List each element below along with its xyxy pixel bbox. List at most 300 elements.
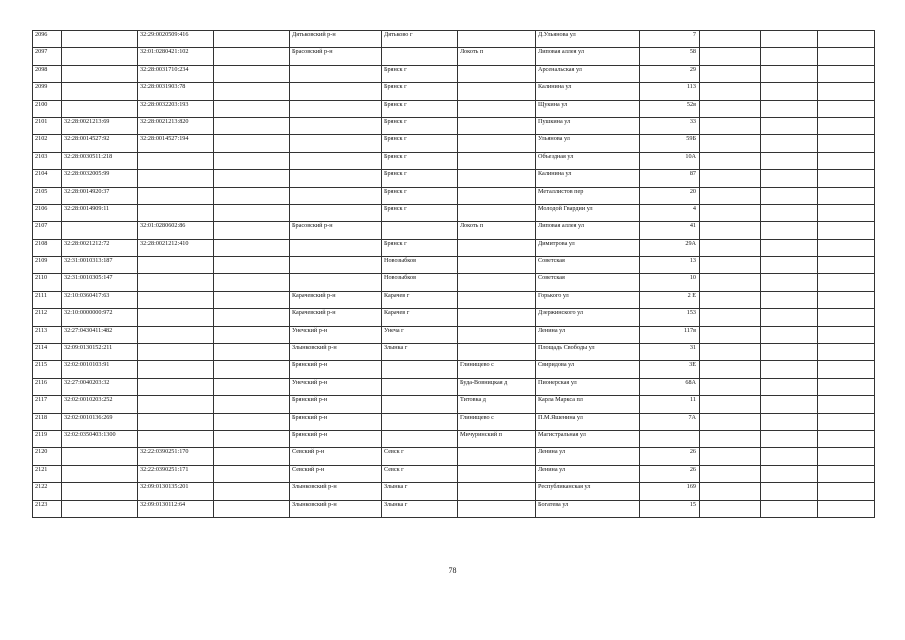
cell-extra-col-3 — [818, 65, 875, 82]
cell-extra-col-3 — [818, 222, 875, 239]
cell-cadastral-number-a — [62, 222, 138, 239]
cell-cadastral-number-b — [138, 187, 214, 204]
cell-extra-col-3 — [818, 170, 875, 187]
cell-house-number: 68А — [640, 378, 700, 395]
cell-extra-col-1 — [700, 448, 761, 465]
cell-extra-col-3 — [818, 413, 875, 430]
cell-cadastral-number-b: 32:01:0280602:86 — [138, 222, 214, 239]
cell-row-number: 2119 — [33, 430, 62, 447]
cell-settlement: Буда-Вовницкая д — [458, 378, 536, 395]
cell-extra-col-2 — [761, 83, 818, 100]
cell-cadastral-number-b — [138, 396, 214, 413]
cell-city: Брянск г — [382, 135, 458, 152]
cell-extra-col-3 — [818, 344, 875, 361]
cell-extra-col-2 — [761, 361, 818, 378]
cell-row-number: 2121 — [33, 465, 62, 482]
cell-city: Брянск г — [382, 204, 458, 221]
cell-blank-col — [214, 48, 290, 65]
cell-district — [290, 65, 382, 82]
cell-cadastral-number-b — [138, 204, 214, 221]
cell-extra-col-2 — [761, 413, 818, 430]
cell-cadastral-number-a: 32:31:0010305:147 — [62, 274, 138, 291]
cell-cadastral-number-b — [138, 344, 214, 361]
cell-city — [382, 430, 458, 447]
cell-extra-col-2 — [761, 326, 818, 343]
cell-settlement: Глинищево с — [458, 413, 536, 430]
cell-extra-col-3 — [818, 465, 875, 482]
cell-street: Карла Маркса пл — [536, 396, 640, 413]
cell-city: Севск г — [382, 448, 458, 465]
cell-blank-col — [214, 465, 290, 482]
table-row — [33, 448, 875, 465]
cell-extra-col-2 — [761, 204, 818, 221]
cell-extra-col-2 — [761, 31, 818, 48]
table-row — [33, 274, 875, 291]
cell-house-number: 169 — [640, 483, 700, 500]
table-row — [33, 83, 875, 100]
cell-extra-col-2 — [761, 117, 818, 134]
table-row — [33, 361, 875, 378]
cell-street: Щукина ул — [536, 100, 640, 117]
cell-settlement — [458, 448, 536, 465]
cell-district — [290, 83, 382, 100]
cell-house-number: 117в — [640, 326, 700, 343]
cell-cadastral-number-b — [138, 309, 214, 326]
cell-street: Ленина ул — [536, 448, 640, 465]
table-row — [33, 309, 875, 326]
cell-cadastral-number-b — [138, 378, 214, 395]
cell-settlement — [458, 257, 536, 274]
cell-extra-col-2 — [761, 48, 818, 65]
cell-extra-col-1 — [700, 344, 761, 361]
cell-house-number: 58 — [640, 48, 700, 65]
cell-blank-col — [214, 83, 290, 100]
cell-city: Злынка г — [382, 483, 458, 500]
cell-blank-col — [214, 152, 290, 169]
cell-row-number: 2108 — [33, 239, 62, 256]
cell-extra-col-2 — [761, 100, 818, 117]
cell-street: Калинина ул — [536, 83, 640, 100]
cell-extra-col-1 — [700, 31, 761, 48]
cell-extra-col-1 — [700, 465, 761, 482]
cell-cadastral-number-a — [62, 483, 138, 500]
cell-row-number: 2105 — [33, 187, 62, 204]
cell-cadastral-number-a: 32:28:0014527:92 — [62, 135, 138, 152]
cell-row-number: 2104 — [33, 170, 62, 187]
cell-settlement — [458, 152, 536, 169]
table-row — [33, 48, 875, 65]
cell-extra-col-2 — [761, 187, 818, 204]
cell-settlement: Локоть п — [458, 48, 536, 65]
cell-cadastral-number-b — [138, 361, 214, 378]
cell-extra-col-1 — [700, 204, 761, 221]
table-row — [33, 187, 875, 204]
cell-city — [382, 48, 458, 65]
cell-street: Димитрова ул — [536, 239, 640, 256]
cell-district: Злынковский р-н — [290, 500, 382, 517]
cell-cadastral-number-b — [138, 152, 214, 169]
cell-district: Злынковский р-н — [290, 483, 382, 500]
cell-district: Севский р-н — [290, 465, 382, 482]
cell-extra-col-3 — [818, 361, 875, 378]
cell-extra-col-3 — [818, 239, 875, 256]
cell-city: Брянск г — [382, 100, 458, 117]
cell-house-number: 13 — [640, 257, 700, 274]
cell-extra-col-1 — [700, 430, 761, 447]
cell-extra-col-3 — [818, 274, 875, 291]
cell-row-number: 2117 — [33, 396, 62, 413]
cell-street: Площадь Свободы ул — [536, 344, 640, 361]
table-row — [33, 204, 875, 221]
cell-cadastral-number-a: 32:28:0014920:37 — [62, 187, 138, 204]
cell-blank-col — [214, 361, 290, 378]
cell-street: Горького ул — [536, 291, 640, 308]
cell-street: Металлистов пер — [536, 187, 640, 204]
cell-city: Севск г — [382, 465, 458, 482]
cell-house-number — [640, 430, 700, 447]
cell-city — [382, 396, 458, 413]
table-row — [33, 344, 875, 361]
table-row — [33, 291, 875, 308]
cell-row-number: 2112 — [33, 309, 62, 326]
cell-blank-col — [214, 326, 290, 343]
cell-settlement — [458, 465, 536, 482]
cell-cadastral-number-a: 32:02:0010203:252 — [62, 396, 138, 413]
cell-district: Брасовский р-н — [290, 222, 382, 239]
cell-row-number: 2100 — [33, 100, 62, 117]
cell-extra-col-3 — [818, 100, 875, 117]
cell-house-number: 10А — [640, 152, 700, 169]
cell-row-number: 2096 — [33, 31, 62, 48]
cell-blank-col — [214, 274, 290, 291]
cell-street: Пушкина ул — [536, 117, 640, 134]
cell-house-number: 4 — [640, 204, 700, 221]
cell-extra-col-3 — [818, 117, 875, 134]
cell-cadastral-number-b — [138, 257, 214, 274]
cell-city: Брянск г — [382, 187, 458, 204]
cell-street: Богатева ул — [536, 500, 640, 517]
cell-city: Брянск г — [382, 239, 458, 256]
cell-city — [382, 378, 458, 395]
cell-street: Магистральная ул — [536, 430, 640, 447]
cell-extra-col-2 — [761, 65, 818, 82]
cell-extra-col-3 — [818, 326, 875, 343]
cell-row-number: 2116 — [33, 378, 62, 395]
cell-house-number: 3Е — [640, 361, 700, 378]
cell-extra-col-3 — [818, 48, 875, 65]
cell-cadastral-number-b: 32:29:0020509:416 — [138, 31, 214, 48]
cell-extra-col-1 — [700, 152, 761, 169]
cell-extra-col-1 — [700, 413, 761, 430]
cell-house-number: 26 — [640, 448, 700, 465]
cell-district: Карачевский р-н — [290, 309, 382, 326]
cell-cadastral-number-b — [138, 430, 214, 447]
cell-extra-col-1 — [700, 48, 761, 65]
cell-cadastral-number-b: 32:09:0130135:201 — [138, 483, 214, 500]
cell-house-number: 41 — [640, 222, 700, 239]
cell-street: Дзержинского ул — [536, 309, 640, 326]
cell-cadastral-number-b: 32:28:0021212:410 — [138, 239, 214, 256]
cell-extra-col-2 — [761, 465, 818, 482]
table-row — [33, 378, 875, 395]
cell-settlement — [458, 239, 536, 256]
cell-city — [382, 222, 458, 239]
cell-city: Брянск г — [382, 170, 458, 187]
cell-district: Унечский р-н — [290, 378, 382, 395]
cell-settlement — [458, 309, 536, 326]
cell-settlement — [458, 100, 536, 117]
cell-city: Карачев г — [382, 309, 458, 326]
table-row — [33, 65, 875, 82]
cell-cadastral-number-b: 32:22:0390251:171 — [138, 465, 214, 482]
cell-cadastral-number-a — [62, 465, 138, 482]
cell-row-number: 2115 — [33, 361, 62, 378]
cell-extra-col-3 — [818, 187, 875, 204]
cell-extra-col-1 — [700, 378, 761, 395]
cell-settlement — [458, 274, 536, 291]
table-row — [33, 31, 875, 48]
cell-street: Д.Ульянова ул — [536, 31, 640, 48]
cell-city: Новозыбков — [382, 274, 458, 291]
cell-extra-col-2 — [761, 344, 818, 361]
cell-cadastral-number-a — [62, 48, 138, 65]
cell-extra-col-2 — [761, 274, 818, 291]
cell-extra-col-3 — [818, 291, 875, 308]
cell-cadastral-number-a: 32:02:0350403:1300 — [62, 430, 138, 447]
cell-settlement — [458, 65, 536, 82]
cell-city: Брянск г — [382, 117, 458, 134]
cell-blank-col — [214, 239, 290, 256]
cell-extra-col-3 — [818, 31, 875, 48]
cell-cadastral-number-b — [138, 413, 214, 430]
table-row — [33, 117, 875, 134]
cell-street: Республиканская ул — [536, 483, 640, 500]
cell-settlement: Локоть п — [458, 222, 536, 239]
cell-street: Липовая аллея ул — [536, 222, 640, 239]
cell-extra-col-3 — [818, 204, 875, 221]
cell-extra-col-1 — [700, 83, 761, 100]
table-row — [33, 413, 875, 430]
cell-cadastral-number-b: 32:28:0014527:194 — [138, 135, 214, 152]
cell-cadastral-number-a — [62, 500, 138, 517]
cell-settlement — [458, 187, 536, 204]
cell-extra-col-2 — [761, 152, 818, 169]
cell-settlement — [458, 117, 536, 134]
cell-row-number: 2122 — [33, 483, 62, 500]
cell-district: Дятьковский р-н — [290, 31, 382, 48]
cell-cadastral-number-a: 32:28:0032005:99 — [62, 170, 138, 187]
cell-extra-col-2 — [761, 135, 818, 152]
table-row — [33, 170, 875, 187]
cell-extra-col-1 — [700, 100, 761, 117]
cell-house-number: 29 — [640, 65, 700, 82]
cell-cadastral-number-a: 32:10:0000000:972 — [62, 309, 138, 326]
cell-row-number: 2103 — [33, 152, 62, 169]
cell-street: Объездная ул — [536, 152, 640, 169]
table-row — [33, 430, 875, 447]
cell-settlement — [458, 204, 536, 221]
cell-cadastral-number-b: 32:28:0032203:193 — [138, 100, 214, 117]
cell-extra-col-1 — [700, 274, 761, 291]
cell-cadastral-number-b: 32:01:0280421:102 — [138, 48, 214, 65]
cell-street: Свиридова ул — [536, 361, 640, 378]
cell-extra-col-1 — [700, 309, 761, 326]
cell-cadastral-number-b: 32:28:0031903:78 — [138, 83, 214, 100]
cell-settlement — [458, 326, 536, 343]
table-row — [33, 326, 875, 343]
cell-row-number: 2107 — [33, 222, 62, 239]
cell-cadastral-number-a: 32:10:0360417:63 — [62, 291, 138, 308]
cell-extra-col-2 — [761, 448, 818, 465]
cell-extra-col-2 — [761, 396, 818, 413]
cell-extra-col-1 — [700, 257, 761, 274]
cell-blank-col — [214, 378, 290, 395]
cell-extra-col-2 — [761, 222, 818, 239]
cell-blank-col — [214, 31, 290, 48]
cell-house-number: 29А — [640, 239, 700, 256]
cell-city: Новозыбков — [382, 257, 458, 274]
cell-extra-col-3 — [818, 257, 875, 274]
cell-extra-col-1 — [700, 170, 761, 187]
cell-extra-col-1 — [700, 326, 761, 343]
cell-row-number: 2101 — [33, 117, 62, 134]
cell-city: Злынка г — [382, 344, 458, 361]
cell-settlement: Глинищево с — [458, 361, 536, 378]
cell-extra-col-3 — [818, 152, 875, 169]
cell-city: Брянск г — [382, 65, 458, 82]
cell-blank-col — [214, 204, 290, 221]
cell-extra-col-3 — [818, 483, 875, 500]
cell-cadastral-number-a — [62, 65, 138, 82]
table-row — [33, 500, 875, 517]
cell-district — [290, 135, 382, 152]
cell-house-number: 10 — [640, 274, 700, 291]
cell-blank-col — [214, 257, 290, 274]
cell-district: Брянский р-н — [290, 430, 382, 447]
cell-extra-col-2 — [761, 257, 818, 274]
cell-cadastral-number-a — [62, 31, 138, 48]
cell-extra-col-3 — [818, 500, 875, 517]
cell-row-number: 2098 — [33, 65, 62, 82]
cell-extra-col-3 — [818, 309, 875, 326]
cell-extra-col-1 — [700, 135, 761, 152]
cell-settlement: Титовка д — [458, 396, 536, 413]
cell-cadastral-number-a: 32:27:0430411:482 — [62, 326, 138, 343]
cell-street: Советская — [536, 274, 640, 291]
cell-district — [290, 170, 382, 187]
cell-extra-col-1 — [700, 291, 761, 308]
cell-extra-col-3 — [818, 430, 875, 447]
cell-house-number: 20 — [640, 187, 700, 204]
cell-city — [382, 361, 458, 378]
cell-house-number: 7 — [640, 31, 700, 48]
cell-extra-col-2 — [761, 378, 818, 395]
cell-cadastral-number-b — [138, 326, 214, 343]
cell-cadastral-number-b: 32:09:0130112:64 — [138, 500, 214, 517]
cell-extra-col-2 — [761, 309, 818, 326]
cell-settlement — [458, 31, 536, 48]
cell-cadastral-number-a — [62, 83, 138, 100]
cell-cadastral-number-a: 32:02:0010103:91 — [62, 361, 138, 378]
page-number: 78 — [448, 566, 457, 575]
cell-extra-col-1 — [700, 187, 761, 204]
cell-settlement: Мичуринский п — [458, 430, 536, 447]
cell-district — [290, 239, 382, 256]
cell-cadastral-number-b: 32:22:0390251:170 — [138, 448, 214, 465]
cell-row-number: 2110 — [33, 274, 62, 291]
cell-district — [290, 117, 382, 134]
cell-cadastral-number-b — [138, 274, 214, 291]
cell-cadastral-number-a — [62, 448, 138, 465]
table-row — [33, 396, 875, 413]
cell-blank-col — [214, 291, 290, 308]
cell-house-number: 7А — [640, 413, 700, 430]
cell-row-number: 2123 — [33, 500, 62, 517]
cell-extra-col-1 — [700, 396, 761, 413]
cell-row-number: 2099 — [33, 83, 62, 100]
cell-settlement — [458, 344, 536, 361]
cell-cadastral-number-a: 32:28:0021212:72 — [62, 239, 138, 256]
cell-cadastral-number-b — [138, 170, 214, 187]
table-row — [33, 257, 875, 274]
cell-extra-col-3 — [818, 83, 875, 100]
cell-cadastral-number-a: 32:31:0010313:187 — [62, 257, 138, 274]
cell-street: Ульянова ул — [536, 135, 640, 152]
cell-settlement — [458, 483, 536, 500]
cell-row-number: 2114 — [33, 344, 62, 361]
cell-district — [290, 152, 382, 169]
cell-row-number: 2097 — [33, 48, 62, 65]
cell-settlement — [458, 291, 536, 308]
cell-house-number: 113 — [640, 83, 700, 100]
cell-blank-col — [214, 135, 290, 152]
cell-house-number: 33 — [640, 117, 700, 134]
table-row — [33, 100, 875, 117]
cell-extra-col-1 — [700, 361, 761, 378]
cell-street: Ленина ул — [536, 465, 640, 482]
cell-blank-col — [214, 430, 290, 447]
cell-row-number: 2120 — [33, 448, 62, 465]
cell-district: Злынковский р-н — [290, 344, 382, 361]
cell-district: Карачевский р-н — [290, 291, 382, 308]
cell-extra-col-1 — [700, 117, 761, 134]
cell-street: Советская — [536, 257, 640, 274]
cell-cadastral-number-a: 32:28:0014909:11 — [62, 204, 138, 221]
cell-row-number: 2111 — [33, 291, 62, 308]
cell-cadastral-number-a: 32:09:0130152:211 — [62, 344, 138, 361]
cell-city: Карачев г — [382, 291, 458, 308]
cell-district: Унечский р-н — [290, 326, 382, 343]
cell-settlement — [458, 83, 536, 100]
cell-street: П.М.Яшенина ул — [536, 413, 640, 430]
cell-blank-col — [214, 448, 290, 465]
cell-house-number: 2 Е — [640, 291, 700, 308]
cell-extra-col-2 — [761, 483, 818, 500]
cell-cadastral-number-b: 32:28:0021213:820 — [138, 117, 214, 134]
cell-row-number: 2109 — [33, 257, 62, 274]
cell-district: Брянский р-н — [290, 396, 382, 413]
cell-street: Арсенальская ул — [536, 65, 640, 82]
cell-cadastral-number-a: 32:28:0021213:69 — [62, 117, 138, 134]
cell-city: Злынка г — [382, 500, 458, 517]
cell-blank-col — [214, 344, 290, 361]
cell-district — [290, 100, 382, 117]
cell-extra-col-2 — [761, 170, 818, 187]
cell-street: Калинина ул — [536, 170, 640, 187]
cell-street: Молодой Гвардии ул — [536, 204, 640, 221]
registry-table-body — [33, 31, 875, 518]
cell-extra-col-1 — [700, 483, 761, 500]
